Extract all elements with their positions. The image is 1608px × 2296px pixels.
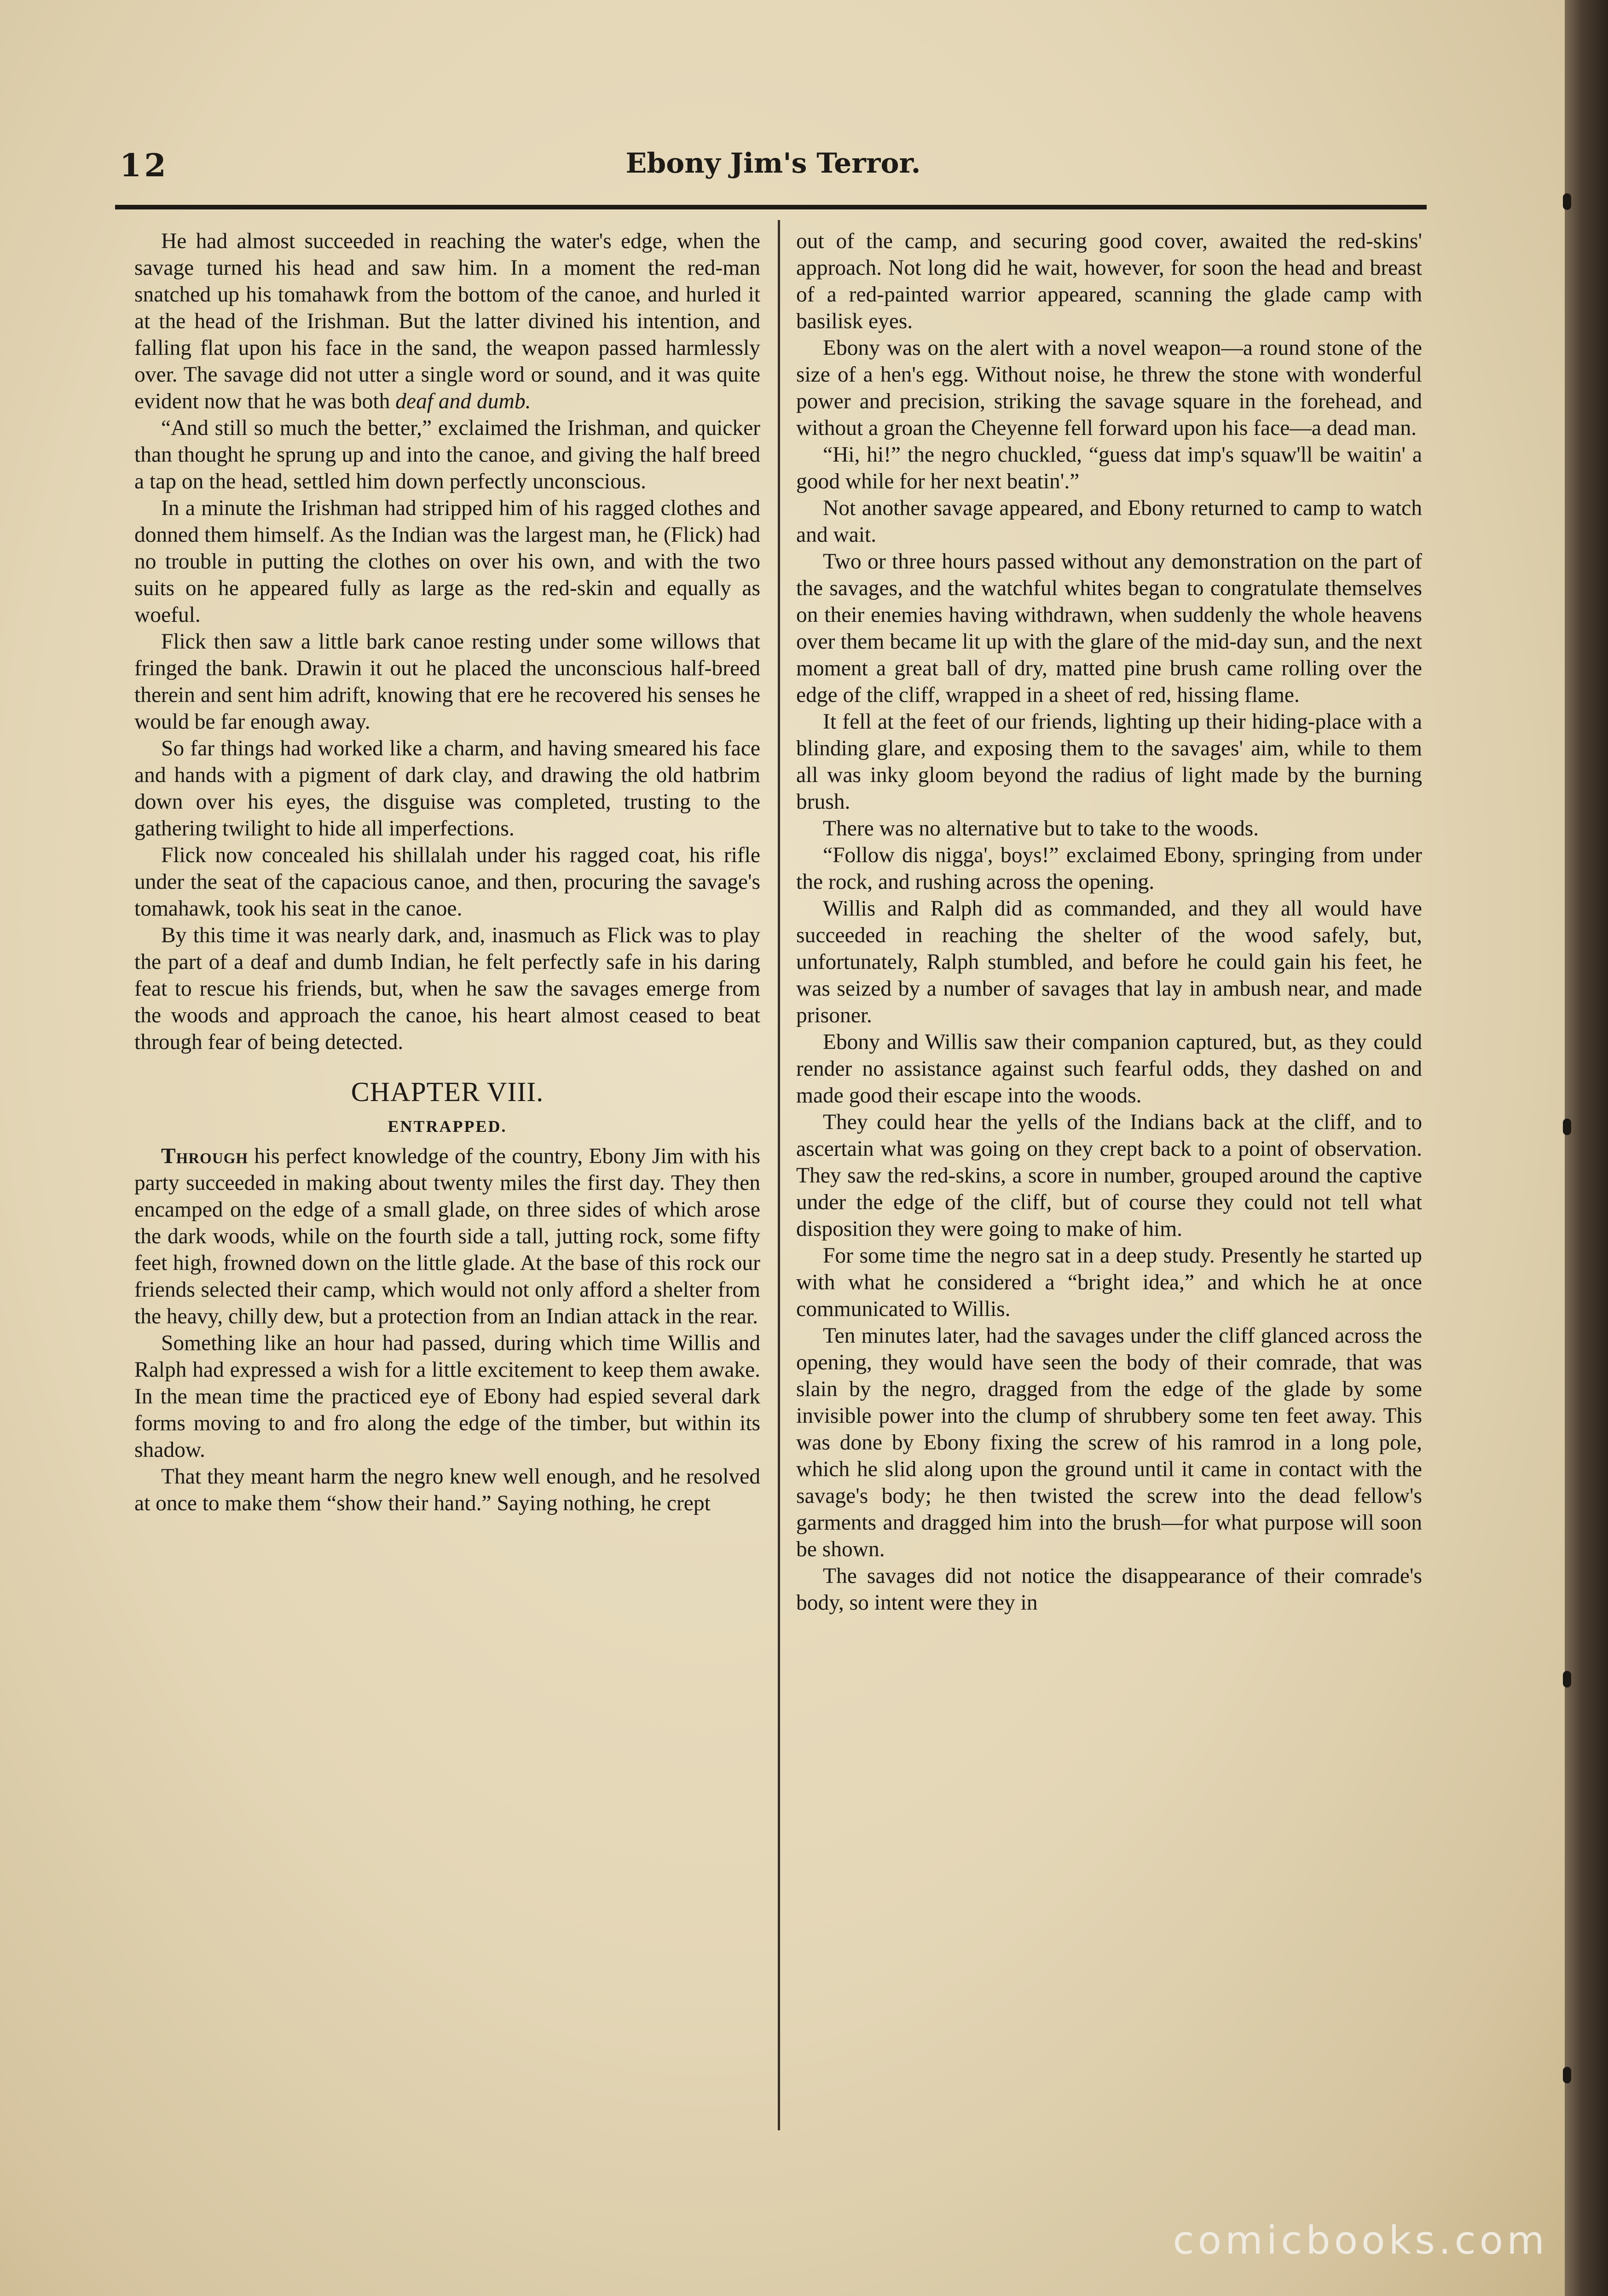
paragraph: Two or three hours passed without any demonstration on the part of the savages, and the watchful whites began to congratulate themselves on their enemies having withdrawn, when suddenly the whole heavens over them became lit up with the glare of the mid-day sun, and the next moment a great ball of dry, matted pine brush came rolling over the edge of the cliff, wrapped in a sheet of red, hissing flame. [796, 550, 1422, 707]
page-header [120, 147, 1427, 198]
page-number: 12 [120, 147, 169, 184]
column-divider [778, 220, 780, 2130]
binding-staple [1563, 2067, 1571, 2083]
paragraph: Flick now concealed his shillalah under his ragged coat, his rifle under the seat of the capacious canoe, and then, procuring the savage's tomahawk, took his seat in the canoe. [134, 843, 760, 921]
paragraph: Through his perfect knowledge of the country, Ebony Jim with his party succeeded in making about twenty miles the first day. They then encamped on the edge of a small glade, on three sides of which arose the dark woods, while on the fourth side a tall, jutting rock, some fifty feet high, frowned down on the little glade. At the base of this rock our friends selected their camp, which would not only afford a shelter from the heavy, chilly dew, but a protection from an Indian attack in the rear. [134, 1144, 760, 1328]
book-spine [1565, 0, 1608, 2296]
site-watermark: comicbooks.com [1173, 2218, 1548, 2263]
chapter-title: CHAPTER VIII. [351, 1077, 544, 1107]
running-title: Ebony Jim's Terror. [625, 147, 921, 180]
paragraph: “And still so much the better,” exclaimed the Irishman, and quicker than thought he sprung up and into the canoe, and giving the half breed a tap on the head, settled him down perfectly unconscious. [134, 416, 760, 493]
paragraph: For some time the negro sat in a deep study. Presently he started up with what he considered a “bright idea,” and which he at once communicated to Willis. [796, 1244, 1422, 1321]
paragraph: So far things had worked like a charm, and having smeared his face and hands with a pigment of dark clay, and drawing the old hatbrim down over his eyes, the disguise was completed, trusting to the gathering twilight to hide all imperfections. [134, 736, 760, 841]
paragraph: Ebony was on the alert with a novel weapon—a round stone of the size of a hen's egg. Without noise, he threw the stone with wonderful power and precision, striking the savage square in the forehead, and without a groan the Cheyenne fell forward upon his face—a dead man. [796, 336, 1422, 440]
right-column [796, 228, 1422, 1616]
chapter-subtitle: ENTRAPPED. [388, 1117, 507, 1136]
paragraph-continuation: out of the camp, and securing good cover, awaited the red-skins' approach. Not long did he wait, however, for soon the head and breast of a red-painted warrior appeared, scanning the glade camp with basilisk eyes. [796, 229, 1422, 333]
binding-staple [1563, 1119, 1571, 1135]
binding-staple [1563, 193, 1571, 210]
paragraph: It fell at the feet of our friends, lighting up their hiding-place with a blinding glare, and exposing them to the savages' aim, while to them all was inky gloom beyond the radius of light made by the burning brush. [796, 710, 1422, 814]
paragraph: In a minute the Irishman had stripped him of his ragged clothes and donned them himself. As the Indian was the largest man, he (Flick) had no trouble in putting the clothes on over his own, and with the two suits on he appeared fully as large as the red-skin and equally as woeful. [134, 496, 760, 627]
paragraph: Not another savage appeared, and Ebony returned to camp to watch and wait. [796, 496, 1422, 547]
paragraph: Ebony and Willis saw their companion captured, but, as they could render no assistance against such fearful odds, they dashed on and made good their escape into the woods. [796, 1030, 1422, 1107]
paragraph: “Hi, hi!” the negro chuckled, “guess dat imp's squaw'll be waitin' a good while for her next beatin'.” [796, 443, 1422, 493]
paragraph: They could hear the yells of the Indians back at the cliff, and to ascertain what was going on they crept back to a point of observation. They saw the red-skins, a score in number, grouped around the captive under the edge of the cliff, but of course they could not tell what disposition they were going to make of him. [796, 1110, 1422, 1241]
paragraph: Something like an hour had passed, during which time Willis and Ralph had expressed a wish for a little excitement to keep them awake. In the mean time the practiced eye of Ebony had espied several dark forms moving to and fro along the edge of the timber, but within its shadow. [134, 1331, 760, 1462]
paragraph: Ten minutes later, had the savages under the cliff glanced across the opening, they would have seen the body of their comrade, that was slain by the negro, dragged from the edge of the glade by some invisible power into the clump of shrubbery some ten feet away. This was done by Ebony fixing the screw of his ramrod in a long pole, which he slid along upon the ground until it came in contact with the savage's body; he then twisted the screw into the dead fellow's garments and dragged him into the brush—for what purpose will soon be shown. [796, 1324, 1422, 1561]
paragraph: Flick then saw a little bark canoe resting under some willows that fringed the bank. Drawin it out he placed the unconscious half-breed therein and sent him adrift, knowing that ere he recovered his senses he would be far enough away. [134, 630, 760, 734]
paragraph: He had almost succeeded in reaching the water's edge, when the savage turned his head and saw him. In a moment the red-man snatched up his tomahawk from the bottom of the canoe, and hurled it at the head of the Irishman. But the latter divined his intention, and falling flat upon his face in the sand, the weapon passed harmlessly over. The savage did not utter a single word or sound, and it was quite evident now that he was both deaf and dumb. [134, 229, 760, 413]
paragraph: The savages did not notice the disappearance of their comrade's body, so intent were they in [796, 1564, 1422, 1615]
paragraph: That they meant harm the negro knew well enough, and he resolved at once to make them “show their hand.” Saying nothing, he crept [134, 1465, 760, 1515]
italic-phrase: deaf and dumb. [395, 389, 531, 413]
paragraph: Willis and Ralph did as commanded, and they all would have succeeded in reaching the shelter of the wood safely, but, unfortunately, Ralph stumbled, and before he could gain his feet, he was seized by a number of savages that lay in ambush near, and made prisoner. [796, 897, 1422, 1027]
chapter-opening-word: Through [161, 1144, 249, 1168]
paragraph: “Follow dis nigga', boys!” exclaimed Ebony, springing from under the rock, and rushing across the opening. [796, 843, 1422, 894]
left-column [134, 228, 760, 1517]
paragraph: There was no alternative but to take to the woods. [823, 817, 1259, 841]
paragraph: By this time it was nearly dark, and, inasmuch as Flick was to play the part of a deaf and dumb Indian, he felt perfectly safe in his daring feat to rescue his friends, but, when he saw the savages emerge from the woods and approach the canoe, his heart almost ceased to beat through fear of being detected. [134, 923, 760, 1054]
binding-staple [1563, 1671, 1571, 1687]
header-rule [115, 205, 1427, 209]
